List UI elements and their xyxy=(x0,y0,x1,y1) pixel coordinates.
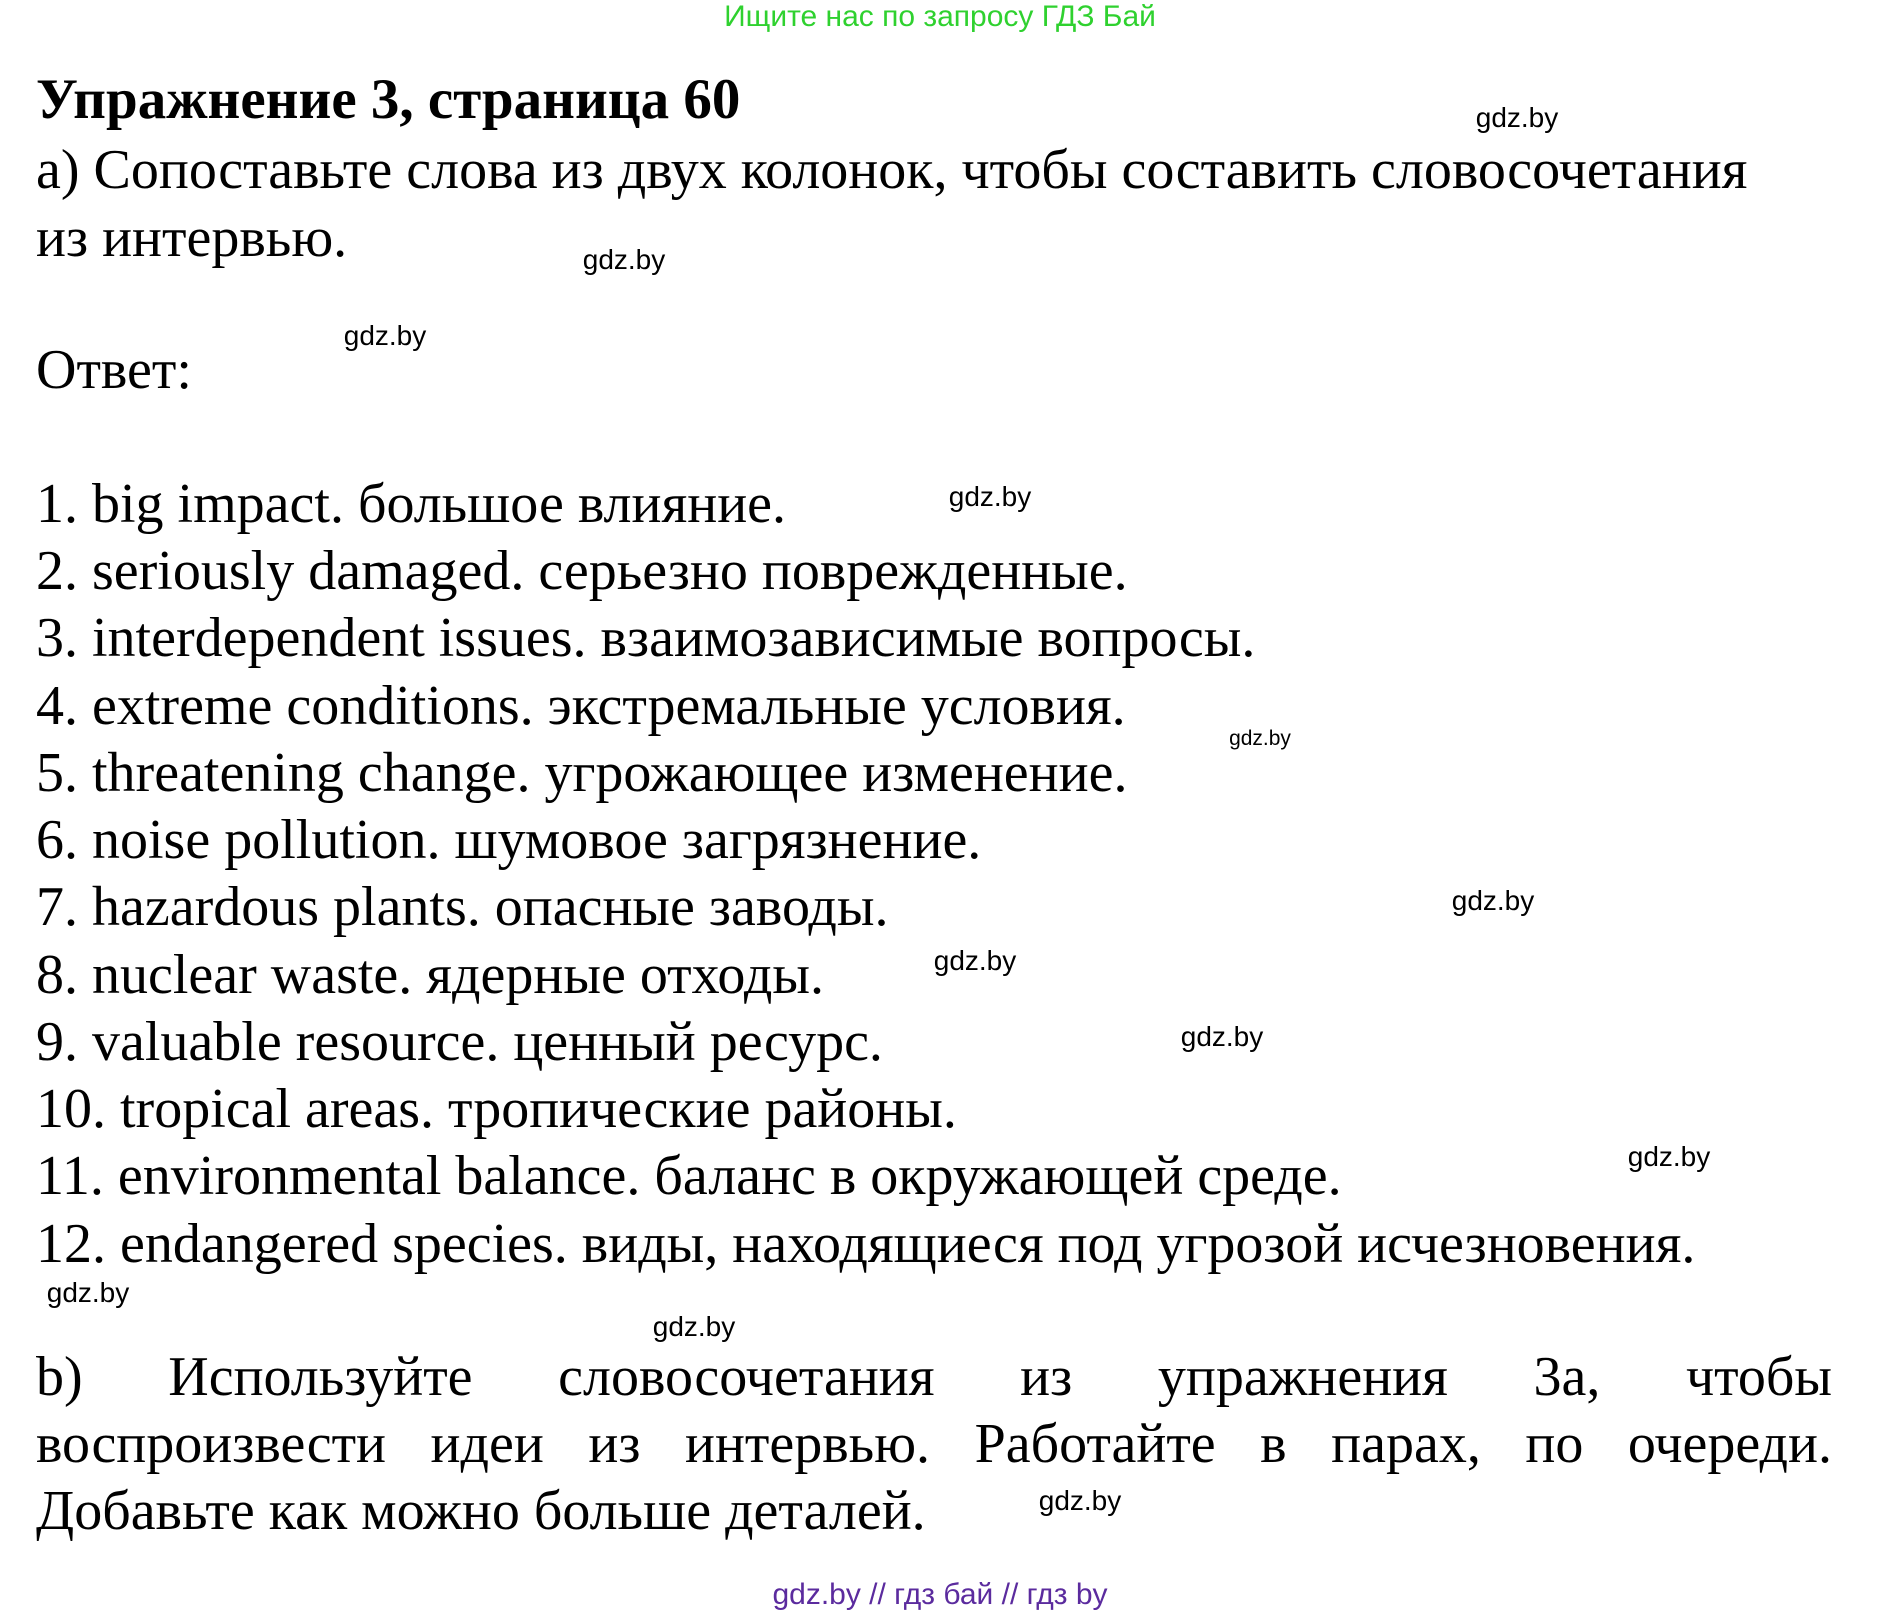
watermark: gdz.by xyxy=(46,1277,130,1308)
answer-item: 7. hazardous plants. опасные заводы. xyxy=(36,876,889,938)
answer-item: 9. valuable resource. ценный ресурс. xyxy=(36,1011,883,1073)
answer-item: 8. nuclear waste. ядерные отходы. xyxy=(36,944,824,1006)
watermark: gdz.by xyxy=(1038,1485,1122,1516)
task-b-line: Добавьте как можно больше деталей. xyxy=(36,1480,926,1542)
answer-item: 3. interdependent issues. взаимозависимые вопросы. xyxy=(36,607,1256,669)
watermark: gdz.by xyxy=(652,1311,736,1342)
answer-item: 5. threatening change. угрожающее изменение. xyxy=(36,742,1128,804)
answer-label: Ответ: xyxy=(36,339,192,401)
watermark: gdz.by xyxy=(1229,727,1291,750)
watermark: gdz.by xyxy=(1627,1141,1711,1172)
answer-item: 11. environmental balance. баланс в окружающей среде. xyxy=(36,1145,1342,1207)
watermark: gdz.by xyxy=(1475,102,1559,133)
answer-item: 1. big impact. большое влияние. xyxy=(36,473,787,535)
watermark: gdz.by xyxy=(1451,885,1535,916)
footer-links: gdz.by // гдз бай // гдз by xyxy=(772,1578,1108,1611)
answer-item: 12. endangered species. виды, находящиеся под угрозой исчезновения. xyxy=(36,1213,1696,1275)
task-b-line: воспроизвести идеи из интервью. Работайте в парах, по очереди. xyxy=(36,1413,1832,1475)
watermark: gdz.by xyxy=(933,945,1017,976)
watermark: gdz.by xyxy=(582,244,666,275)
watermark: gdz.by xyxy=(343,320,427,351)
watermark: gdz.by xyxy=(1180,1021,1264,1052)
page-title: Упражнение 3, страница 60 xyxy=(36,68,741,131)
task-a-line: из интервью. xyxy=(36,207,348,269)
answer-item: 6. noise pollution. шумовое загрязнение. xyxy=(36,809,982,871)
header-banner: Ищите нас по запросу ГДЗ Бай xyxy=(724,0,1156,33)
answer-item: 10. tropical areas. тропические районы. xyxy=(36,1078,957,1140)
watermark: gdz.by xyxy=(948,481,1032,512)
answer-item: 2. seriously damaged. серьезно поврежденные. xyxy=(36,540,1128,602)
answer-item: 4. extreme conditions. экстремальные условия. xyxy=(36,675,1126,737)
task-b-line: b) Используйте словосочетания из упражнения 3а, чтобы xyxy=(36,1346,1832,1408)
task-a-line: а) Сопоставьте слова из двух колонок, чтобы составить словосочетания xyxy=(36,139,1748,201)
